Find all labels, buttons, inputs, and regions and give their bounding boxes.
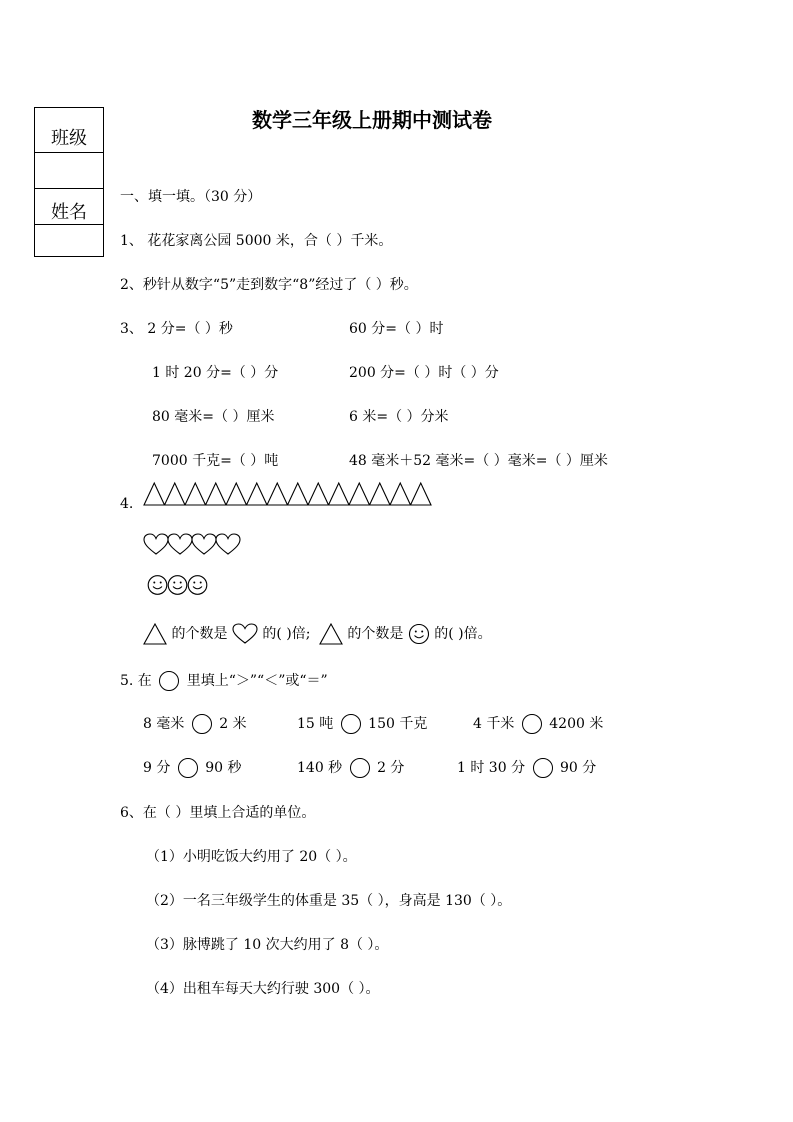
question-6-item-3: （3）脉博跳了 10 次大约用了 8（ ）。 <box>146 937 389 953</box>
divider <box>35 188 103 189</box>
compare-left: 15 吨 <box>297 716 334 732</box>
question-6-heading: 6、在（ ）里填上合适的单位。 <box>120 805 316 821</box>
triangle-icon <box>390 483 411 505</box>
question-6-item-2: （2）一名三年级学生的体重是 35（ ），身高是 130（ ）。 <box>146 893 512 909</box>
compare-item <box>297 757 404 779</box>
question-3-row2a: 1 时 20 分=（ ）分 <box>152 365 279 381</box>
question-2: 2、秒针从数字“5”走到数字“8”经过了（ ）秒。 <box>120 277 418 293</box>
circle-slot-icon <box>159 671 179 691</box>
compare-left: 8 毫米 <box>143 716 185 732</box>
question-3-row4a: 7000 千克=（ ）吨 <box>152 453 279 469</box>
heart-icon <box>168 534 192 554</box>
compare-right: 2 分 <box>377 760 405 776</box>
triangle-icon <box>144 483 165 505</box>
compare-circle-input[interactable] <box>178 758 198 778</box>
compare-circle-input[interactable] <box>350 758 370 778</box>
question-4-text-2: 的( )倍; <box>262 626 311 642</box>
question-6-item-1: （1）小明吃饭大约用了 20（ ）。 <box>146 849 357 865</box>
name-field[interactable] <box>35 225 103 257</box>
question-3-row2b: 200 分=（ ）时（ ）分 <box>349 365 499 381</box>
question-4-statement <box>143 622 492 646</box>
heart-icon <box>232 623 258 645</box>
heart-icon <box>216 534 240 554</box>
question-5-text-a: 5. 在 <box>120 673 152 689</box>
smiley-icon <box>188 576 207 595</box>
compare-item <box>473 713 603 735</box>
compare-item <box>143 713 247 735</box>
compare-left: 4 千米 <box>473 716 515 732</box>
triangle-icon <box>247 483 268 505</box>
compare-item <box>297 713 427 735</box>
class-label: 班级 <box>51 128 87 149</box>
class-name-box <box>34 107 104 257</box>
name-label: 姓名 <box>51 202 87 223</box>
triangle-icon <box>329 483 350 505</box>
triangle-icon <box>308 483 329 505</box>
heart-icon <box>192 534 216 554</box>
heart-icon <box>144 534 168 554</box>
question-1: 1、 花花家离公园 5000 米，合（ ）千米。 <box>120 233 393 249</box>
compare-right: 2 米 <box>219 716 247 732</box>
compare-circle-input[interactable] <box>522 714 542 734</box>
compare-right: 90 分 <box>559 760 597 776</box>
triangle-icon <box>143 623 167 645</box>
section-heading: 一、填一填。（30 分） <box>120 189 262 205</box>
question-3-row3a: 80 毫米=（ ）厘米 <box>152 409 275 425</box>
compare-left: 1 时 30 分 <box>457 760 526 776</box>
question-6-item-4: （4）出租车每天大约行驶 300（ ）。 <box>146 981 380 997</box>
compare-left: 9 分 <box>143 760 171 776</box>
triangle-icon <box>185 483 206 505</box>
triangle-icon <box>226 483 247 505</box>
compare-left: 140 秒 <box>297 760 343 776</box>
question-4-text-1: 的个数是 <box>171 626 228 642</box>
compare-circle-input[interactable] <box>341 714 361 734</box>
question-3-row4b: 48 毫米＋52 毫米=（ ）毫米=（ ）厘米 <box>349 453 608 469</box>
compare-right: 4200 米 <box>549 716 604 732</box>
triangle-icon <box>206 483 227 505</box>
triangle-icon <box>411 483 432 505</box>
page-title: 数学三年级上册期中测试卷 <box>252 108 492 132</box>
triangle-icon <box>319 623 343 645</box>
heart-row <box>143 533 243 557</box>
compare-right: 150 千克 <box>368 716 428 732</box>
question-3-row1b: 60 分=（ ）时 <box>349 321 444 337</box>
triangle-row <box>143 481 435 507</box>
question-4-text-4: 的( )倍。 <box>434 626 492 642</box>
smiley-row <box>147 574 211 596</box>
question-4-number: 4. <box>120 496 134 512</box>
compare-item <box>143 757 242 779</box>
compare-right: 90 秒 <box>205 760 242 776</box>
compare-circle-input[interactable] <box>533 758 553 778</box>
triangle-icon <box>349 483 370 505</box>
question-3-row1a: 3、 2 分=（ ）秒 <box>120 321 233 337</box>
smiley-icon <box>408 623 430 645</box>
triangle-icon <box>165 483 186 505</box>
question-5-text-b: 里填上“＞”“＜”或“＝” <box>186 673 328 689</box>
question-5-heading <box>120 670 328 692</box>
triangle-icon <box>370 483 391 505</box>
triangle-icon <box>267 483 288 505</box>
question-3-row3b: 6 米=（ ）分米 <box>349 409 449 425</box>
smiley-icon <box>168 576 187 595</box>
triangle-icon <box>288 483 309 505</box>
smiley-icon <box>148 576 167 595</box>
compare-circle-input[interactable] <box>192 714 212 734</box>
question-4-text-3: 的个数是 <box>347 626 404 642</box>
compare-item <box>457 757 596 779</box>
class-field[interactable] <box>35 153 103 188</box>
